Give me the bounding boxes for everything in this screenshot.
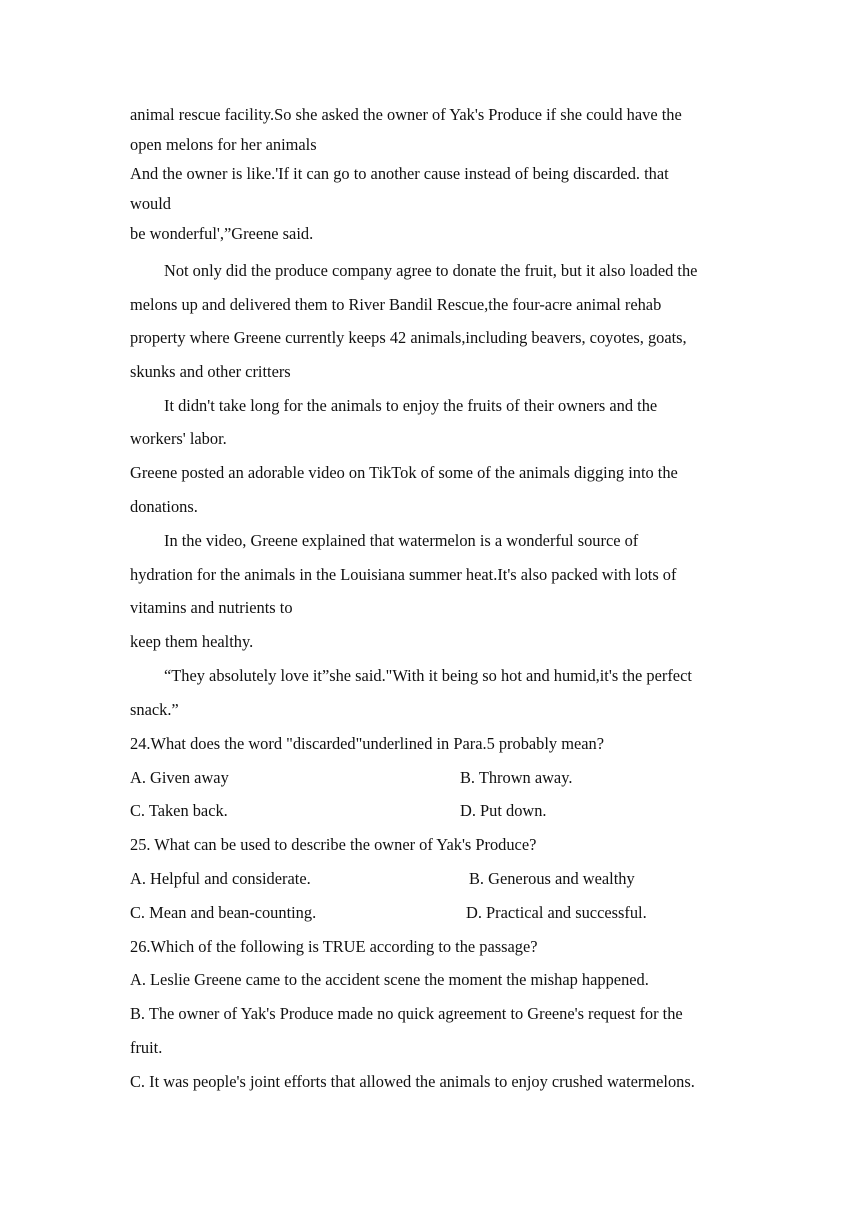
- passage-line: workers' labor.: [130, 429, 227, 448]
- passage-line: “They absolutely love it”she said."With it being so hot and humid,it's the perfect: [164, 666, 692, 685]
- passage-line: snack.”: [130, 700, 179, 719]
- option-c: C. It was people's joint efforts that allowed the animals to enjoy crushed watermelons.: [130, 1072, 695, 1091]
- passage-line: open melons for her animals: [130, 135, 317, 154]
- passage-line: vitamins and nutrients to: [130, 598, 293, 617]
- question-stem: 25. What can be used to describe the owner of Yak's Produce?: [130, 835, 537, 854]
- option-b: B. The owner of Yak's Produce made no quick agreement to Greene's request for the: [130, 1004, 683, 1023]
- passage-line: animal rescue facility.So she asked the owner of Yak's Produce if she could have the: [130, 105, 682, 124]
- passage-line: In the video, Greene explained that watermelon is a wonderful source of: [164, 531, 639, 550]
- question-stem: 24.What does the word "discarded"underlined in Para.5 probably mean?: [130, 734, 604, 753]
- passage-line: skunks and other critters: [130, 362, 291, 381]
- option-a: A. Helpful and considerate.: [130, 869, 311, 888]
- passage-line: Not only did the produce company agree to donate the fruit, but it also loaded the: [164, 261, 698, 280]
- passage-line: property where Greene currently keeps 42 animals,including beavers, coyotes, goats,: [130, 328, 687, 347]
- passage-line: hydration for the animals in the Louisiana summer heat.It's also packed with lots of: [130, 565, 677, 584]
- question-stem: 26.Which of the following is TRUE according to the passage?: [130, 937, 538, 956]
- passage-line: keep them healthy.: [130, 632, 254, 651]
- option-b: B. Generous and wealthy: [469, 869, 635, 888]
- passage-line: melons up and delivered them to River Bandil Rescue,the four-acre animal rehab: [130, 295, 662, 314]
- passage-line: donations.: [130, 497, 198, 516]
- passage-line: would: [130, 194, 171, 213]
- passage-line: Greene posted an adorable video on TikTok of some of the animals digging into the: [130, 463, 678, 482]
- option-d: D. Practical and successful.: [466, 903, 647, 922]
- passage-line: It didn't take long for the animals to enjoy the fruits of their owners and the: [164, 396, 658, 415]
- passage-line: be wonderful',”Greene said.: [130, 224, 314, 243]
- option-b: B. Thrown away.: [460, 768, 573, 787]
- option-c: C. Mean and bean-counting.: [130, 903, 317, 922]
- option-b-continued: fruit.: [130, 1038, 163, 1057]
- option-a: A. Given away: [130, 768, 229, 787]
- passage-line: And the owner is like.'If it can go to another cause instead of being discarded. that: [130, 164, 669, 183]
- option-d: D. Put down.: [460, 801, 547, 820]
- option-c: C. Taken back.: [130, 801, 228, 820]
- option-a: A. Leslie Greene came to the accident scene the moment the mishap happened.: [130, 970, 649, 989]
